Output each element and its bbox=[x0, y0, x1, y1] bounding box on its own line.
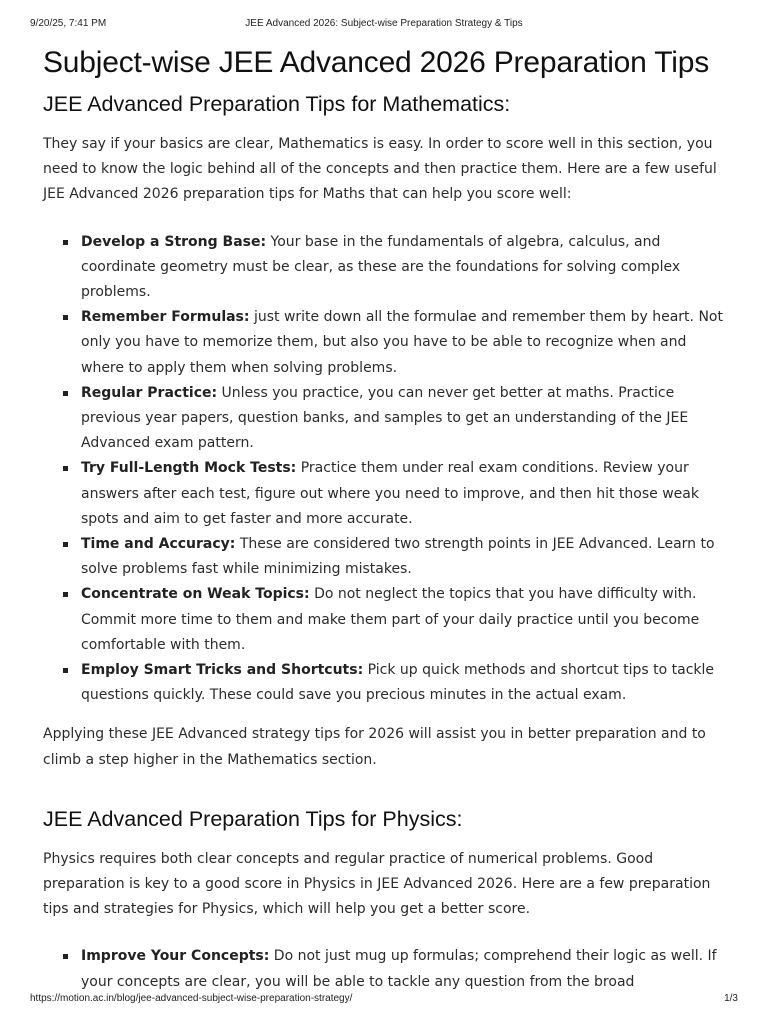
bullet-marker bbox=[63, 240, 68, 245]
list-item bbox=[43, 582, 733, 658]
math-closing-paragraph: Applying these JEE Advanced strategy tips for 2026 will assist you in better preparation and to climb a step higher in the Mathematics section. bbox=[43, 726, 706, 768]
print-url: https://motion.ac.in/blog/jee-advanced-subject-wise-preparation-strategy/ bbox=[30, 993, 353, 1004]
list-item bbox=[43, 381, 733, 457]
math-section-heading: JEE Advanced Preparation Tips for Mathematics: bbox=[43, 92, 511, 116]
bullet-marker bbox=[63, 315, 68, 320]
list-item bbox=[43, 532, 733, 582]
tip-text: just write down all the formulae and remember them by heart. Not only you have to memorize them, but also you have to be able to recognize when and where to apply them when solving problems. bbox=[81, 309, 723, 376]
tip-title: Regular Practice: bbox=[81, 384, 218, 401]
list-item bbox=[43, 944, 733, 994]
math-intro-paragraph: They say if your basics are clear, Mathematics is easy. In order to score well in this section, you need to know the logic behind all of the concepts and then practice them. Here are a few useful JEE Advanced 2026 preparation tips for Maths that can help you score well: bbox=[43, 136, 717, 203]
tip-text: Do not neglect the topics that you have difficulty with. Commit more time to them and make them part of your daily practice until you become comfortable with them. bbox=[81, 586, 700, 653]
bullet-marker bbox=[63, 592, 68, 597]
physics-intro-paragraph: Physics requires both clear concepts and regular practice of numerical problems. Good preparation is key to a good score in Physics in JEE Advanced 2026. Here are a few preparation tips and strategies for Physics, which will help you get a better score. bbox=[43, 850, 711, 918]
physics-tips-list bbox=[43, 944, 733, 994]
tip-title: Develop a Strong Base: bbox=[81, 233, 267, 250]
physics-section-heading: JEE Advanced Preparation Tips for Physics: bbox=[43, 806, 463, 831]
tip-title: Improve Your Concepts: bbox=[81, 948, 270, 965]
list-item bbox=[43, 230, 733, 306]
tip-title: Time and Accuracy: bbox=[81, 536, 236, 553]
print-header bbox=[0, 18, 768, 32]
math-tips-list bbox=[43, 230, 733, 709]
tip-title: Try Full-Length Mock Tests: bbox=[81, 460, 297, 477]
tip-text: Unless you practice, you can never get better at maths. Practice previous year papers, question banks, and samples to get an understanding of the JEE Advanced exam pattern. bbox=[81, 384, 689, 452]
bullet-marker bbox=[63, 542, 68, 547]
tip-title: Employ Smart Tricks and Shortcuts: bbox=[81, 662, 364, 679]
tip-title: Remember Formulas: bbox=[81, 309, 250, 326]
tip-text: Your base in the fundamentals of algebra, calculus, and coordinate geometry must be clear, as these are the foundations for solving complex problems. bbox=[81, 233, 681, 301]
page-title: Subject-wise JEE Advanced 2026 Preparation Tips bbox=[43, 46, 709, 79]
bullet-marker bbox=[63, 391, 68, 396]
list-item bbox=[43, 658, 733, 708]
list-item bbox=[43, 456, 733, 532]
page-number: 1/3 bbox=[724, 993, 738, 1004]
bullet-marker bbox=[63, 466, 68, 471]
tip-title: Concentrate on Weak Topics: bbox=[81, 586, 310, 603]
tip-text: These are considered two strength points in JEE Advanced. Learn to solve problems fast while minimizing mistakes. bbox=[81, 536, 715, 578]
print-doc-title: JEE Advanced 2026: Subject-wise Preparation Strategy & Tips bbox=[245, 18, 523, 29]
print-footer bbox=[0, 993, 768, 1007]
article bbox=[43, 42, 733, 995]
bullet-marker bbox=[63, 954, 68, 959]
tip-text: Pick up quick methods and shortcut tips to tackle questions quickly. These could save you precious minutes in the actual exam. bbox=[81, 662, 715, 704]
tip-text: Practice them under real exam conditions. Review your answers after each test, figure out where you need to improve, and then hit those weak spots and aim to get faster and more accurate. bbox=[81, 460, 699, 527]
tip-text: Do not just mug up formulas; comprehend their logic as well. If your concepts are clear, you will be able to tackle any question from the broad bbox=[81, 948, 717, 990]
list-item bbox=[43, 305, 733, 381]
bullet-marker bbox=[63, 668, 68, 673]
print-datetime: 9/20/25, 7:41 PM bbox=[30, 18, 107, 29]
